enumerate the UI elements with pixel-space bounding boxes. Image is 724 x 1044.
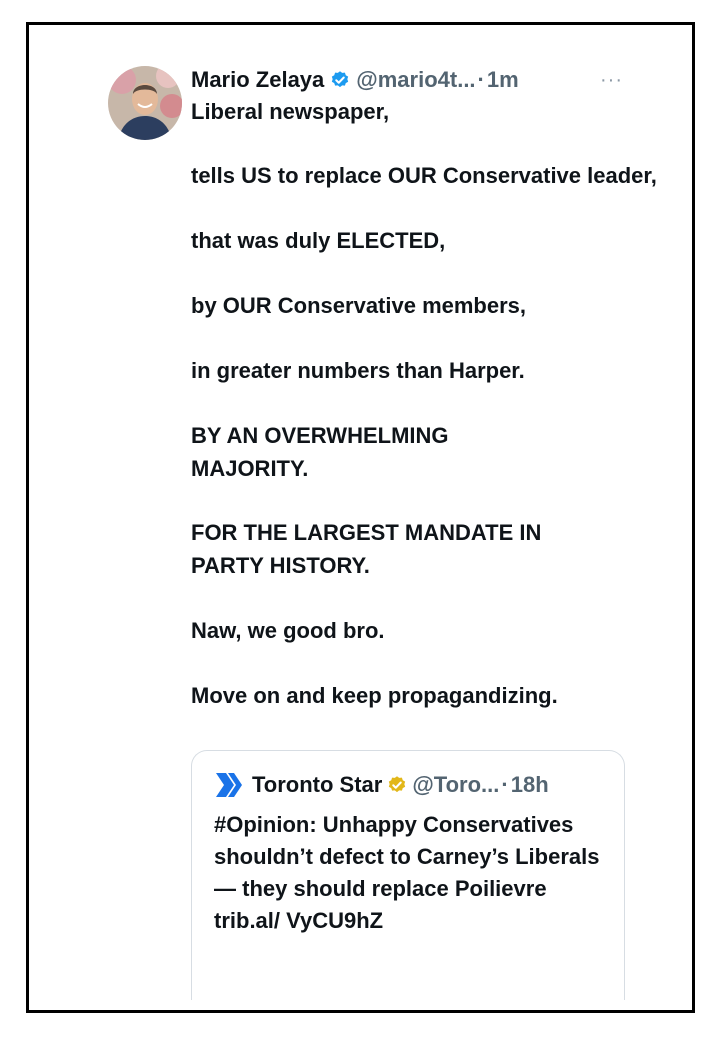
quoted-tweet-header [214,771,549,799]
tweet-header [191,65,519,95]
author-name[interactable]: Mario Zelaya [191,67,325,92]
tweet-paragraph: that was duly ELECTED, [191,228,446,253]
avatar-photo [108,66,182,140]
avatar[interactable] [108,66,182,140]
quoted-author-handle[interactable]: @Toro... [412,772,500,797]
tweet-card [26,22,695,1013]
quoted-tweet-text[interactable]: #Opinion: Unhappy Conservatives shouldn’t defect to Carney’s Liberals — they should replace Poilievre trib.al/ VyCU9hZ [214,812,600,933]
quoted-tweet-time[interactable]: 18h [510,772,549,797]
tweet-body [191,95,661,712]
verified-badge-icon [330,70,350,90]
tweet-time[interactable]: 1m [486,67,519,92]
tweet-paragraph: FOR THE LARGEST MANDATE IN PARTY HISTORY. [191,520,542,578]
quoted-author-name[interactable]: Toronto Star [252,772,383,797]
tweet-paragraph: Move on and keep propagandizing. [191,683,558,708]
toronto-star-logo-icon [214,771,244,799]
tweet-paragraph: tells US to replace OUR Conservative leader, [191,163,657,188]
quoted-time-separator: · [501,772,509,797]
tweet-paragraph: BY AN OVERWHELMING MAJORITY. [191,423,449,481]
tweet-paragraph: in greater numbers than Harper. [191,358,525,383]
time-separator: · [477,67,485,92]
tweet-paragraph: by OUR Conservative members, [191,293,527,318]
gold-verified-badge-icon [387,775,407,795]
author-handle[interactable]: @mario4t... [356,67,476,92]
quoted-tweet[interactable] [191,750,625,1000]
more-options-icon[interactable]: ··· [600,69,623,91]
tweet-paragraph: Naw, we good bro. [191,618,385,643]
tweet-paragraph: Liberal newspaper, [191,99,390,124]
